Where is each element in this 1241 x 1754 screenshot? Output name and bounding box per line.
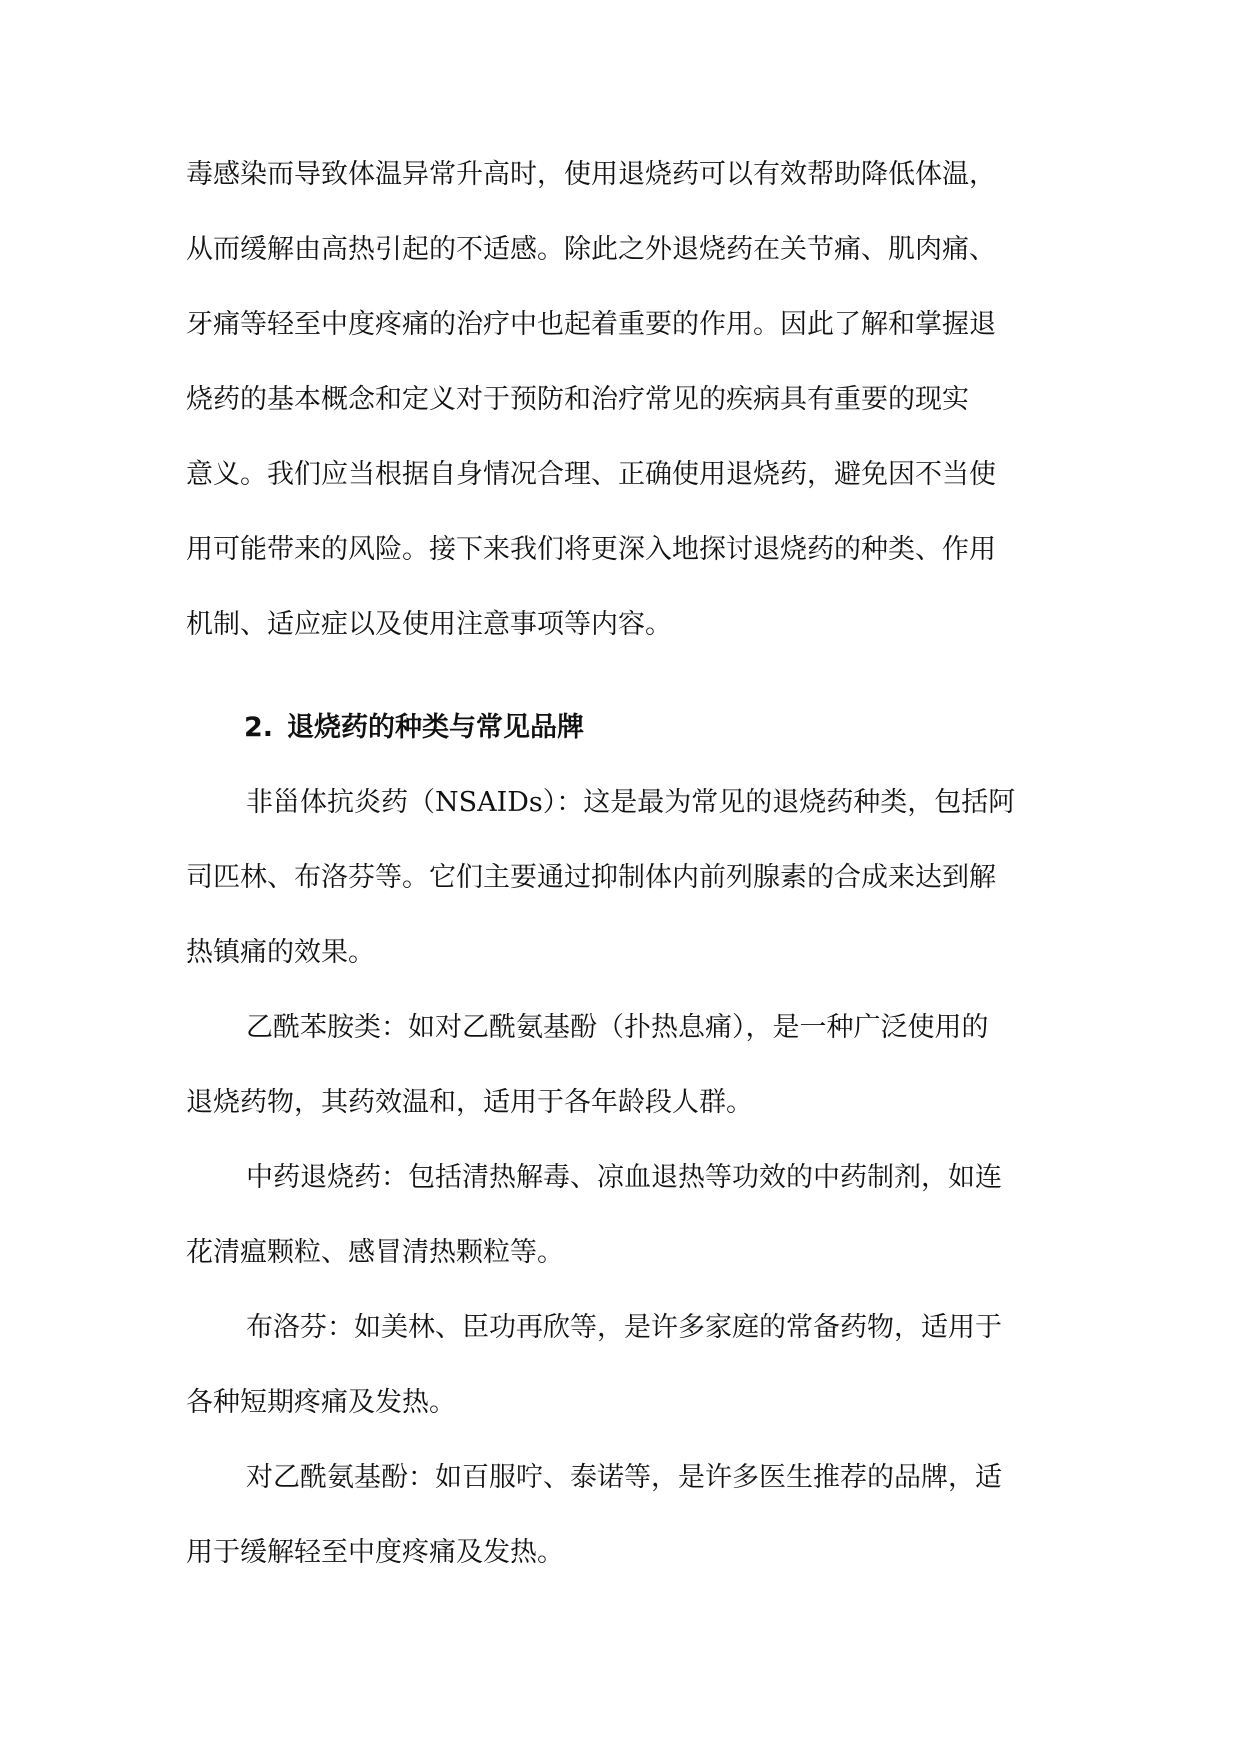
paragraph-line: 非甾体抗炎药（NSAIDs）：这是最为常见的退烧药种类，包括阿 — [246, 787, 1016, 818]
paragraph-line: 机制、适应症以及使用注意事项等内容。 — [186, 609, 672, 640]
paragraph-tcm — [186, 1140, 1066, 1290]
paragraph-line: 毒感染而导致体温异常升高时，使用退烧药可以有效帮助降低体温， — [186, 159, 996, 190]
paragraph-line: 司匹林、布洛芬等。它们主要通过抑制体内前列腺素的合成来达到解 — [186, 862, 996, 893]
continuation-paragraph — [186, 137, 1066, 662]
section-heading — [186, 690, 1066, 765]
section-title: 退烧药的种类与常见品牌 — [287, 712, 585, 743]
paragraph-line: 各种短期疼痛及发热。 — [186, 1387, 456, 1418]
paragraph-line: 牙痛等轻至中度疼痛的治疗中也起着重要的作用。因此了解和掌握退 — [186, 309, 996, 340]
paragraph-line: 用于缓解轻至中度疼痛及发热。 — [186, 1537, 564, 1568]
paragraph-line: 中药退烧药：包括清热解毒、凉血退热等功效的中药制剂，如连 — [246, 1162, 1002, 1193]
paragraph-line: 乙酰苯胺类：如对乙酰氨基酚（扑热息痛），是一种广泛使用的 — [246, 1012, 989, 1043]
paragraph-nsaids — [186, 765, 1066, 990]
paragraph-line: 意义。我们应当根据自身情况合理、正确使用退烧药，避免因不当使 — [186, 459, 996, 490]
paragraph-line: 对乙酰氨基酚：如百服咛、泰诺等，是许多医生推荐的品牌，适 — [246, 1462, 1002, 1493]
paragraph-line: 用可能带来的风险。接下来我们将更深入地探讨退烧药的种类、作用 — [186, 534, 996, 565]
paragraph-line: 从而缓解由高热引起的不适感。除此之外退烧药在关节痛、肌肉痛、 — [186, 234, 996, 265]
section-spacer — [186, 662, 1066, 690]
paragraph-line: 花清瘟颗粒、感冒清热颗粒等。 — [186, 1237, 564, 1268]
paragraph-line: 热镇痛的效果。 — [186, 937, 375, 968]
paragraph-line: 退烧药物，其药效温和，适用于各年龄段人群。 — [186, 1087, 753, 1118]
paragraph-line: 烧药的基本概念和定义对于预防和治疗常见的疾病具有重要的现实 — [186, 384, 969, 415]
paragraph-ibuprofen — [186, 1290, 1066, 1440]
paragraph-acetanilides — [186, 990, 1066, 1140]
paragraph-acetaminophen — [186, 1440, 1066, 1590]
document-body — [186, 137, 1066, 1590]
paragraph-line: 布洛芬：如美林、臣功再欣等，是许多家庭的常备药物，适用于 — [246, 1312, 1002, 1343]
section-number: 2. — [244, 712, 274, 743]
